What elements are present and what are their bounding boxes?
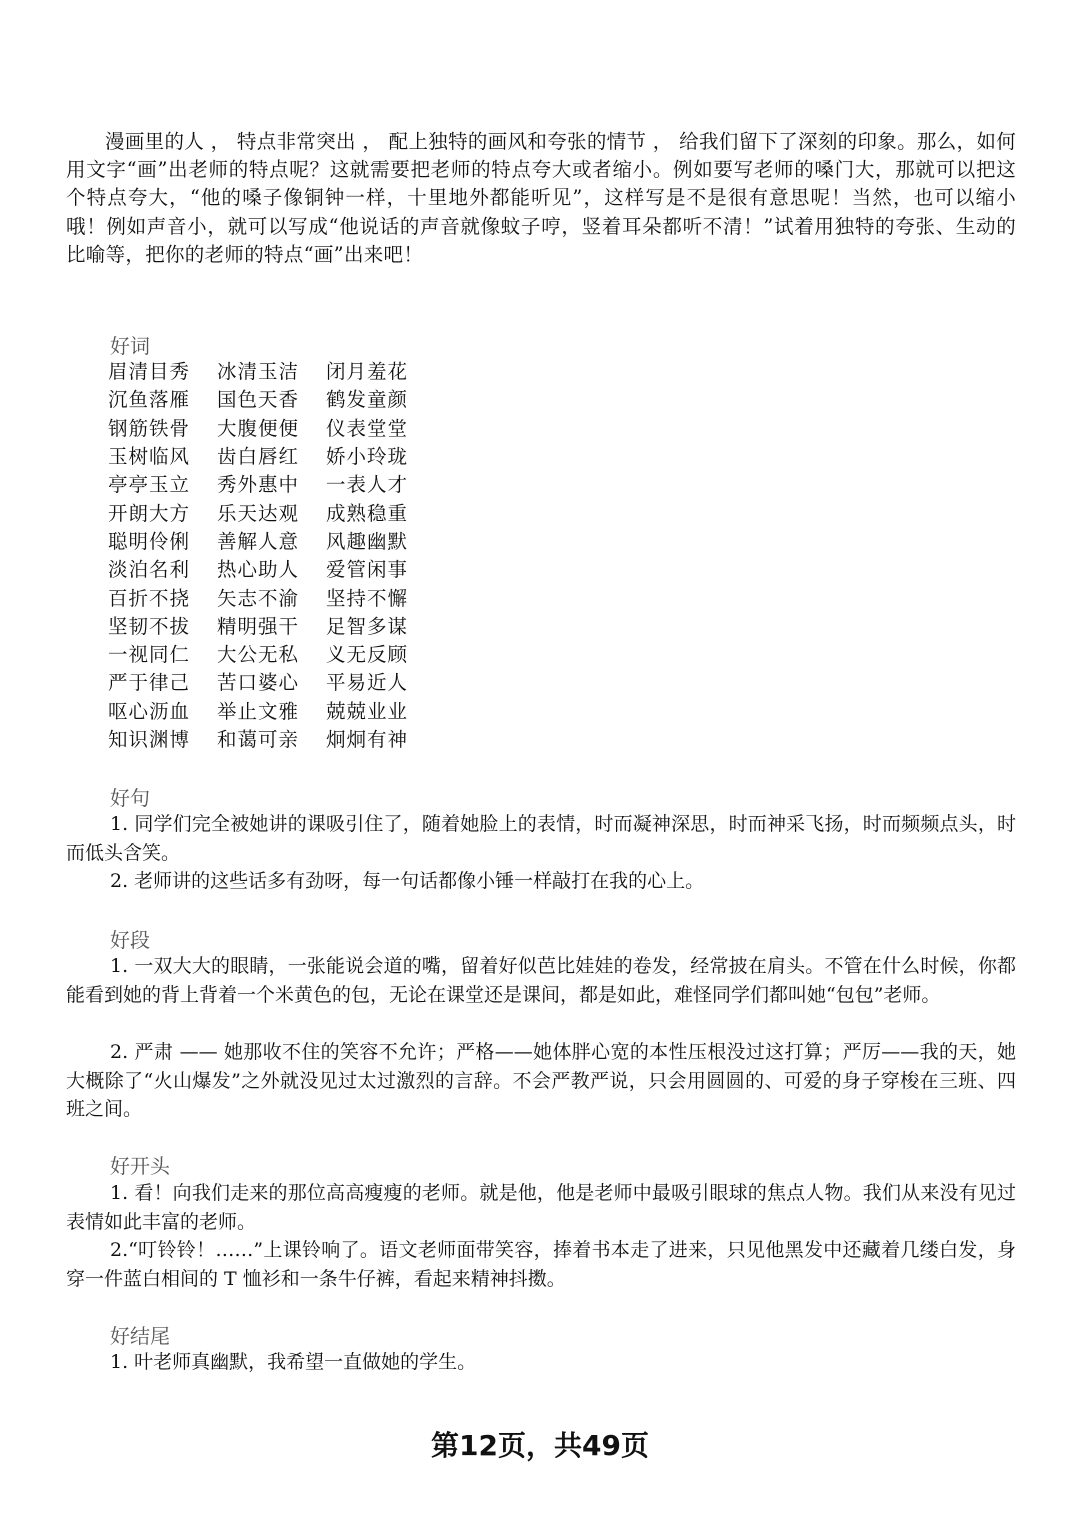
word: 苦口婆心 <box>217 671 300 695</box>
word: 闭月羞花 <box>326 360 409 384</box>
word: 百折不挠 <box>108 586 191 610</box>
word: 成熟稳重 <box>326 501 409 525</box>
word: 风趣幽默 <box>326 529 409 553</box>
word-row <box>108 497 435 525</box>
word: 齿白唇红 <box>217 445 300 469</box>
word-row <box>108 582 435 610</box>
good-paragraph-2: 2. 严肃 —— 她那收不住的笑容不允许；严格——她体胖心宽的本性压根没过这打算；严厉——我的天，她大概除了“火山爆发”之外就没见过太过激烈的言辞。不会严教严说，只会用圆圆的、可爱的身子穿梭在三班、四班之间。 <box>66 1041 1016 1120</box>
word: 钢筋铁骨 <box>108 416 191 440</box>
word: 乐天达观 <box>217 501 300 525</box>
word: 精明强干 <box>217 614 300 638</box>
word: 秀外惠中 <box>217 473 300 497</box>
word-row <box>108 384 435 412</box>
intro-paragraph: 漫画里的人 ， 特点非常突出 ， 配上独特的画风和夸张的情节 ， 给我们留下了深刻的印象。那么，如何用文字“画”出老师的特点呢？这就需要把老师的特点夸大或者缩小。例如要写老师的嗓门大，那就可以把这个特点夸大，“他的嗓子像铜钟一样，十里地外都能听见”，这样写是不是很有意思呢！当然，也可以缩小哦！例如声音小，就可以写成“他说话的声音就像蚊子哼，竖着耳朵都听不清！”试着用独特的夸张、生动的比喻等，把你的老师的特点“画”出来吧！ <box>66 130 1016 266</box>
word: 爱管闲事 <box>326 558 409 582</box>
word: 开朗大方 <box>108 501 191 525</box>
word-row <box>108 526 435 554</box>
word: 一表人才 <box>326 473 409 497</box>
word: 国色天香 <box>217 388 300 412</box>
word: 淡泊名利 <box>108 558 191 582</box>
good-opening-1: 1. 看！向我们走来的那位高高瘦瘦的老师。就是他，他是老师中最吸引眼球的焦点人物。我们从来没有见过表情如此丰富的老师。 <box>66 1182 1016 1233</box>
word: 热心助人 <box>217 558 300 582</box>
good-sentence-2: 2. 老师讲的这些话多有劲呀，每一句话都像小锤一样敲打在我的心上。 <box>110 870 705 892</box>
good-openings-heading: 好开头 <box>110 1154 170 1178</box>
word: 呕心沥血 <box>108 699 191 723</box>
good-ending-1: 1. 叶老师真幽默，我希望一直做她的学生。 <box>110 1351 477 1373</box>
word: 沉鱼落雁 <box>108 388 191 412</box>
good-paragraph-1: 1. 一双大大的眼睛，一张能说会道的嘴，留着好似芭比娃娃的卷发，经常披在肩头。不管在什么时候，你都能看到她的背上背着一个米黄色的包，无论在课堂还是课间，都是如此，难怪同学们都叫她“包包”老师。 <box>66 955 1016 1006</box>
good-endings-heading: 好结尾 <box>110 1324 170 1348</box>
good-sentences-heading: 好句 <box>110 786 150 810</box>
word-row <box>108 469 435 497</box>
word: 玉树临风 <box>108 445 191 469</box>
word: 平易近人 <box>326 671 409 695</box>
word-row <box>108 724 435 752</box>
word: 冰清玉洁 <box>217 360 300 384</box>
good-words-list <box>108 356 435 752</box>
good-paragraphs-heading: 好段 <box>110 928 150 952</box>
good-sentence-1: 1. 同学们完全被她讲的课吸引住了，随着她脸上的表情，时而凝神深思，时而神采飞扬，时而频频点头，时而低头含笑。 <box>66 813 1016 864</box>
word: 炯炯有神 <box>326 728 409 751</box>
word: 亭亭玉立 <box>108 473 191 497</box>
good-words-heading: 好词 <box>110 334 150 358</box>
page-number: 第12页，共49页 <box>431 1429 649 1462</box>
word: 足智多谋 <box>326 614 409 638</box>
word: 矢志不渝 <box>217 586 300 610</box>
word: 知识渊博 <box>108 728 191 751</box>
word: 义无反顾 <box>326 643 409 667</box>
word: 仪表堂堂 <box>326 416 409 440</box>
word-row <box>108 554 435 582</box>
word: 眉清目秀 <box>108 360 191 384</box>
good-opening-2: 2.“叮铃铃！……”上课铃响了。语文老师面带笑容，捧着书本走了进来，只见他黑发中还藏着几缕白发，身穿一件蓝白相间的 T 恤衫和一条牛仔裤，看起来精神抖擞。 <box>66 1239 1016 1290</box>
word: 坚持不懈 <box>326 586 409 610</box>
word-row <box>108 696 435 724</box>
word: 坚韧不拔 <box>108 614 191 638</box>
word: 大公无私 <box>217 643 300 667</box>
word: 鹤发童颜 <box>326 388 409 412</box>
word: 举止文雅 <box>217 699 300 723</box>
word-row <box>108 667 435 695</box>
word: 聪明伶俐 <box>108 529 191 553</box>
word-row <box>108 611 435 639</box>
word: 一视同仁 <box>108 643 191 667</box>
word: 大腹便便 <box>217 416 300 440</box>
word-row <box>108 413 435 441</box>
word-row <box>108 356 435 384</box>
word-row <box>108 441 435 469</box>
word: 和蔼可亲 <box>217 728 300 751</box>
word: 娇小玲珑 <box>326 445 409 469</box>
word: 严于律己 <box>108 671 191 695</box>
word: 善解人意 <box>217 529 300 553</box>
word: 兢兢业业 <box>326 699 409 723</box>
word-row <box>108 639 435 667</box>
